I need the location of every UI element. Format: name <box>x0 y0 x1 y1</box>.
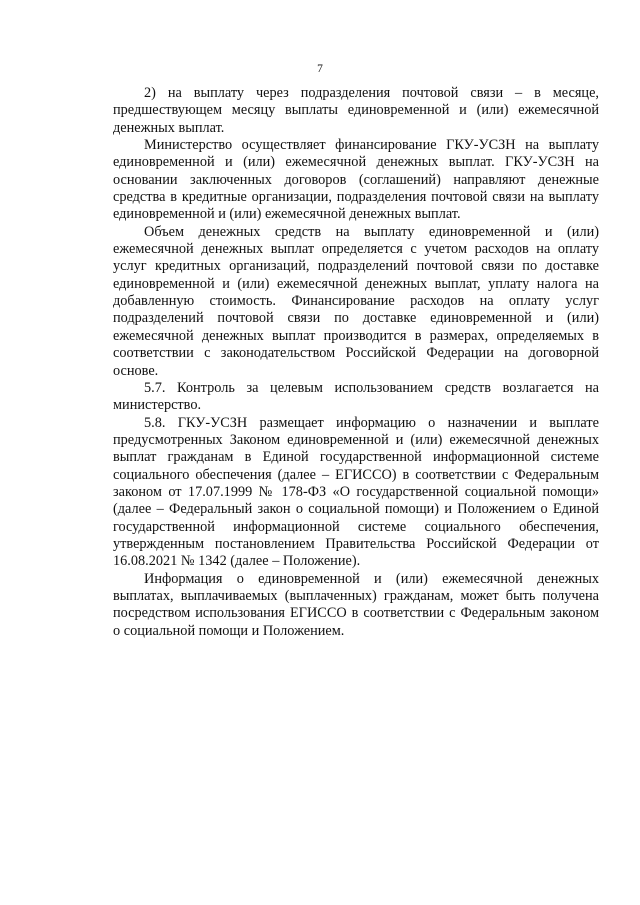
page-number: 7 <box>317 63 323 75</box>
paragraph-funds-volume: Объем денежных средств на выплату единовременной и (или) ежемесячной денежных выплат определяется с учетом расходов на оплату услуг кредитных организаций, подразделений почтовой связи по доставке единовременной и (или) ежемесячной денежных выплат, уплату налога на добавленную стоимость. Финансирование расходов на оплату услуг подразделений почтовой связи по доставке единовременной и (или) ежемесячной денежных выплат производится в размерах, определяемых в соответствии с законодательством Российской Федерации на договорной основе. <box>113 223 599 379</box>
document-body <box>113 85 599 640</box>
paragraph-section-5-8: 5.8. ГКУ-УСЗН размещает информацию о назначении и выплате предусмотренных Законом единовременной и (или) ежемесячной денежных выплат гражданам в Единой государственной информационной системе социального обеспечения (далее – ЕГИССО) в соответствии с Федеральным законом от 17.07.1999 № 178-ФЗ «О государственной социальной помощи» (далее – Федеральный закон о социальной помощи) и Положением о Единой государственной информационной системе социального обеспечения, утвержденным постановлением Правительства Российской Федерации от 16.08.2021 № 1342 (далее – Положение). <box>113 414 599 570</box>
paragraph-postal-payment-timing: 2) на выплату через подразделения почтовой связи – в месяце, предшествующем месяцу выплаты единовременной и (или) ежемесячной денежных выплат. <box>113 85 599 136</box>
paragraph-egisso-information: Информация о единовременной и (или) ежемесячной денежных выплатах, выплачиваемых (выплаченных) гражданам, может быть получена посредством использования ЕГИССО в соответствии с Федеральным законом о социальной помощи и Положением. <box>113 570 599 639</box>
paragraph-section-5-7: 5.7. Контроль за целевым использованием средств возлагается на министерство. <box>113 379 599 414</box>
paragraph-ministry-financing: Министерство осуществляет финансирование ГКУ-УСЗН на выплату единовременной и (или) ежемесячной денежных выплат. ГКУ-УСЗН на основании заключенных договоров (соглашений) направляют денежные средства в кредитные организации, подразделения почтовой связи на выплату единовременной и (или) ежемесячной денежных выплат. <box>113 137 599 223</box>
